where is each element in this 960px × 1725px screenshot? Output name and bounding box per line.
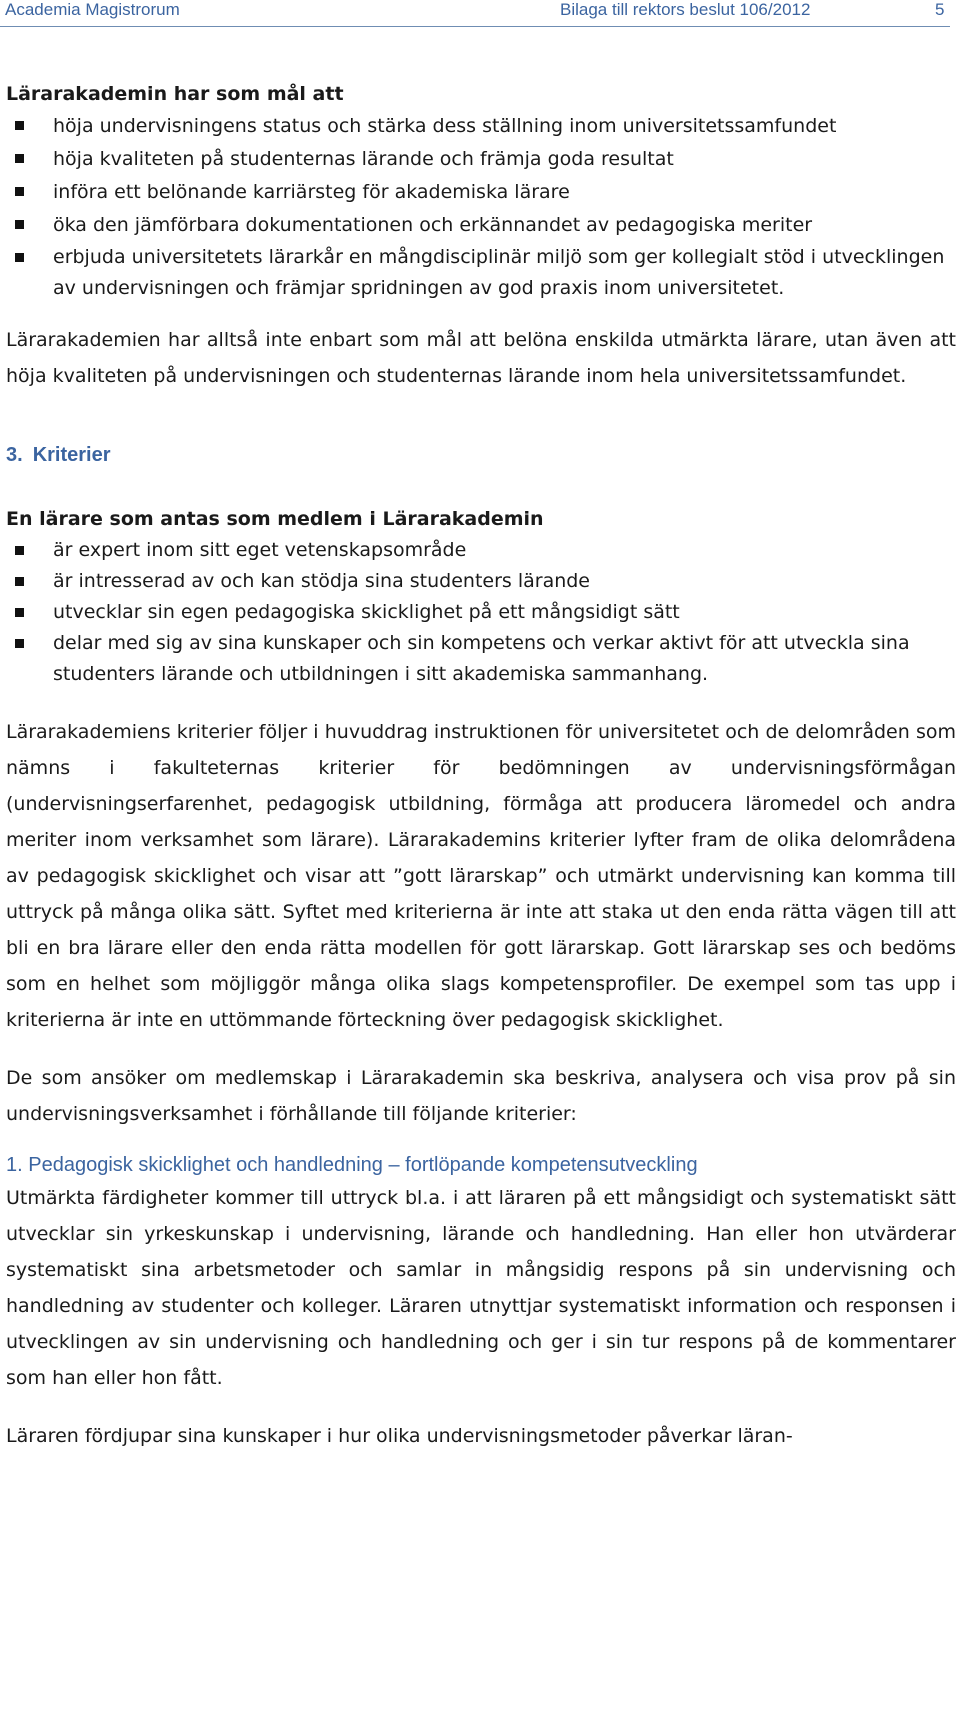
criteria-application-paragraph: De som ansöker om medlemskap i Lärarakademin ska beskriva, analysera och visa prov på sin undervisningsverksamhet i förhållande till följande kriterier: <box>6 1067 956 1125</box>
goals-lead: Lärarakademin har som mål att <box>6 83 344 105</box>
goals-list-item <box>6 143 956 176</box>
criteria-list-item <box>6 566 956 597</box>
bullet-square-icon <box>15 187 24 196</box>
section-number: 3. <box>6 444 23 466</box>
goals-list-item <box>6 176 956 209</box>
criteria-paragraph: Lärarakademiens kriterier följer i huvuddrag instruktionen för universitetet och de delområden som nämns i fakulteternas kriterier för bedömningen av undervisningsförmågan (undervisningserfarenhet, pedagogisk utbildning, förmåga att producera läromedel och andra meriter inom verksamhet som lärare). Lärarakademins kriterier lyfter fram de olika delområdena av pedagogisk skicklighet och visar att ”gott lärarskap” och utmärkt undervisning kan komma till uttryck på många olika sätt. Syftet med kriterierna är inte att staka ut den enda rätta vägen till att bli en bra lärare eller den enda rätta modellen för gott lärarskap. Gott lärarskap ses och bedöms som en helhet som möjliggör många olika slags kompetensprofiler. De exempel som tas upp i kriterierna är inte en uttömmande förteckning över pedagogisk skicklighet. <box>6 721 956 1031</box>
criteria-list-item <box>6 535 956 566</box>
goals-list-item-text: höja undervisningens status och stärka dess ställning inom universitetssamfundet <box>53 115 837 137</box>
criteria-list-item-text: delar med sig av sina kunskaper och sin kompetens och verkar aktivt för att utveckla sina studenters lärande och utbildningen i sitt akademiska sammanhang. <box>53 632 910 685</box>
goals-list-item-text: höja kvaliteten på studenternas lärande och främja goda resultat <box>53 148 674 170</box>
criteria-list <box>6 535 956 690</box>
goals-paragraph: Lärarakademien har alltså inte enbart som mål att belöna enskilda utmärkta lärare, utan även att höja kvaliteten på undervisningen och studenternas lärande inom hela universitetssamfundet. <box>6 329 956 387</box>
section-heading-criteria <box>6 440 956 470</box>
subsection-paragraph-cut: Läraren fördjupar sina kunskaper i hur olika undervisningsmetoder påverkar läran- <box>6 1425 793 1447</box>
bullet-square-icon <box>15 608 24 617</box>
goals-list <box>6 110 956 304</box>
page-number: 5 <box>935 0 945 19</box>
bullet-square-icon <box>15 639 24 648</box>
bullet-square-icon <box>15 546 24 555</box>
goals-list-item-text: införa ett belönande karriärsteg för akademiska lärare <box>53 181 570 203</box>
subsection-paragraph: Utmärkta färdigheter kommer till uttryck bl.a. i att läraren på ett mångsidigt och systematiskt sätt utvecklar sin yrkeskunskap i undervisning, lärande och handledning. Han eller hon utvärderar systematiskt sina arbetsmetoder och samlar in mångsidig respons på sin undervisning och handledning av studenter och kolleger. Läraren utnyttjar systematiskt information och responsen i utvecklingen av sin undervisning och handledning och ger i sin tur respons på de kommentarer som han eller hon fått. <box>6 1187 956 1389</box>
criteria-lead: En lärare som antas som medlem i Lärarakademin <box>6 508 544 530</box>
document-body <box>6 78 956 1454</box>
page-header <box>0 0 950 27</box>
criteria-list-item <box>6 597 956 628</box>
bullet-square-icon <box>15 253 24 262</box>
section-title: Kriterier <box>32 444 111 466</box>
bullet-square-icon <box>15 577 24 586</box>
bullet-square-icon <box>15 220 24 229</box>
goals-list-item <box>6 242 956 304</box>
goals-list-item-text: erbjuda universitetets lärarkår en mångdisciplinär miljö som ger kollegialt stöd i utvecklingen av undervisningen och främjar spridningen av god praxis inom universitetet. <box>53 246 945 299</box>
criteria-list-item-text: utvecklar sin egen pedagogiska skicklighet på ett mångsidigt sätt <box>53 601 680 623</box>
criteria-list-item-text: är intresserad av och kan stödja sina studenters lärande <box>53 570 591 592</box>
goals-list-item <box>6 209 956 242</box>
criteria-list-item <box>6 628 956 690</box>
subsection-heading: 1. Pedagogisk skicklighet och handledning – fortlöpande kompetensutveckling <box>6 1154 698 1176</box>
header-document-reference: Bilaga till rektors beslut 106/2012 <box>560 0 811 19</box>
goals-list-item <box>6 110 956 143</box>
goals-list-item-text: öka den jämförbara dokumentationen och erkännandet av pedagogiska meriter <box>53 214 813 236</box>
criteria-list-item-text: är expert inom sitt eget vetenskapsområde <box>53 539 467 561</box>
bullet-square-icon <box>15 121 24 130</box>
header-title: Academia Magistrorum <box>5 0 180 19</box>
bullet-square-icon <box>15 154 24 163</box>
